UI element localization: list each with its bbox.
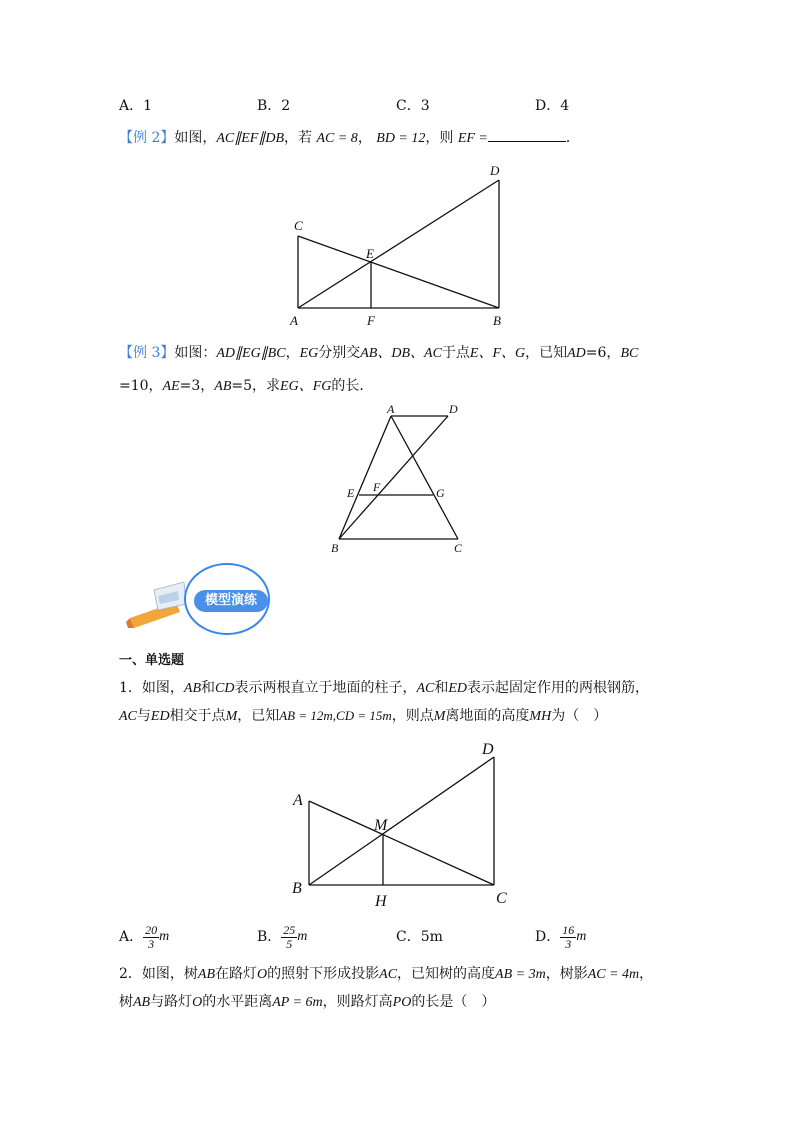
label-f: F <box>373 480 381 494</box>
label-d: D <box>490 163 500 178</box>
label-a: A <box>293 792 303 809</box>
label-e: E <box>347 486 355 500</box>
option-a: A．1 <box>119 98 153 114</box>
fraction: $\frac{25}{5}$ <box>283 922 296 951</box>
example-2-figure <box>280 160 520 335</box>
section-title: 一、单选题 <box>119 653 185 668</box>
question-2-line-2: 树AB与路灯O的水平距离AP = 6m，则路灯高PO的长是（ ） <box>119 994 496 1010</box>
example-3-line-1: 【例 3】如图：AD∥EG∥BC，EG分别交AB、DB、AC于点E、F、G，已知AD=6，BC <box>119 345 639 361</box>
label-c: C <box>294 218 303 233</box>
label-b: B <box>493 313 501 328</box>
question-1-line-2: AC与ED相交于点M，已知AB = 12m,CD = 15m，则点M离地面的高度MH为（ ） <box>119 708 608 724</box>
option-d: D．4 <box>535 98 570 114</box>
question-2-line-1: 2．如图，树AB在路灯O的照射下形成投影AC，已知树的高度AB = 3m，树影AC = 4m， <box>119 966 654 982</box>
example-2-text: 【例 2】如图，AC∥EF∥DB，若 AC = 8， BD = 12，则 EF = ． <box>119 127 580 149</box>
label-b: B <box>331 541 339 555</box>
label-h: H <box>375 893 387 910</box>
question-1-figure <box>286 735 516 915</box>
q1-option-b: B． $\frac{25}{5}$ m <box>257 922 308 951</box>
label-d: D <box>449 402 458 416</box>
q1-option-d: D． $\frac{16}{3}$ m <box>535 922 587 951</box>
label-m: M <box>374 817 388 834</box>
q1-option-c: C． 5m <box>396 929 443 945</box>
q1-option-a: A． $\frac{20}{3}$ m <box>119 922 170 951</box>
badge-label: 模型演练 <box>204 593 257 608</box>
segment-ab <box>339 416 391 539</box>
label-d: D <box>482 741 494 758</box>
label-a: A <box>290 313 298 328</box>
example-2-tag: 【例 2】 <box>119 130 175 146</box>
example-3-figure <box>325 398 475 560</box>
segment-db <box>339 416 448 539</box>
example-3-tag: 【例 3】 <box>119 345 175 361</box>
segment-bd <box>309 757 494 885</box>
label-e: E <box>366 246 374 261</box>
label-g: G <box>436 486 445 500</box>
answer-blank <box>488 127 566 142</box>
fraction: $\frac{16}{3}$ <box>562 922 575 951</box>
example-3-line-2: =10，AE=3，AB=5，求EG、FG的长． <box>119 378 374 394</box>
fraction: $\frac{20}{3}$ <box>145 922 158 951</box>
model-practice-badge <box>124 560 274 636</box>
option-b: B．2 <box>257 98 291 114</box>
segment-ac <box>391 416 458 539</box>
label-b: B <box>292 880 302 897</box>
question-1-line-1: 1．如图，AB和CD表示两根直立于地面的柱子，AC和ED表示起固定作用的两根钢筋， <box>119 680 650 696</box>
segment-ac <box>309 801 494 885</box>
label-c: C <box>496 890 507 907</box>
segment-ad <box>298 180 499 308</box>
label-a: A <box>387 402 395 416</box>
label-c: C <box>454 541 463 555</box>
label-f: F <box>367 313 375 328</box>
segment-cb <box>298 236 499 308</box>
option-c: C．3 <box>396 98 430 114</box>
